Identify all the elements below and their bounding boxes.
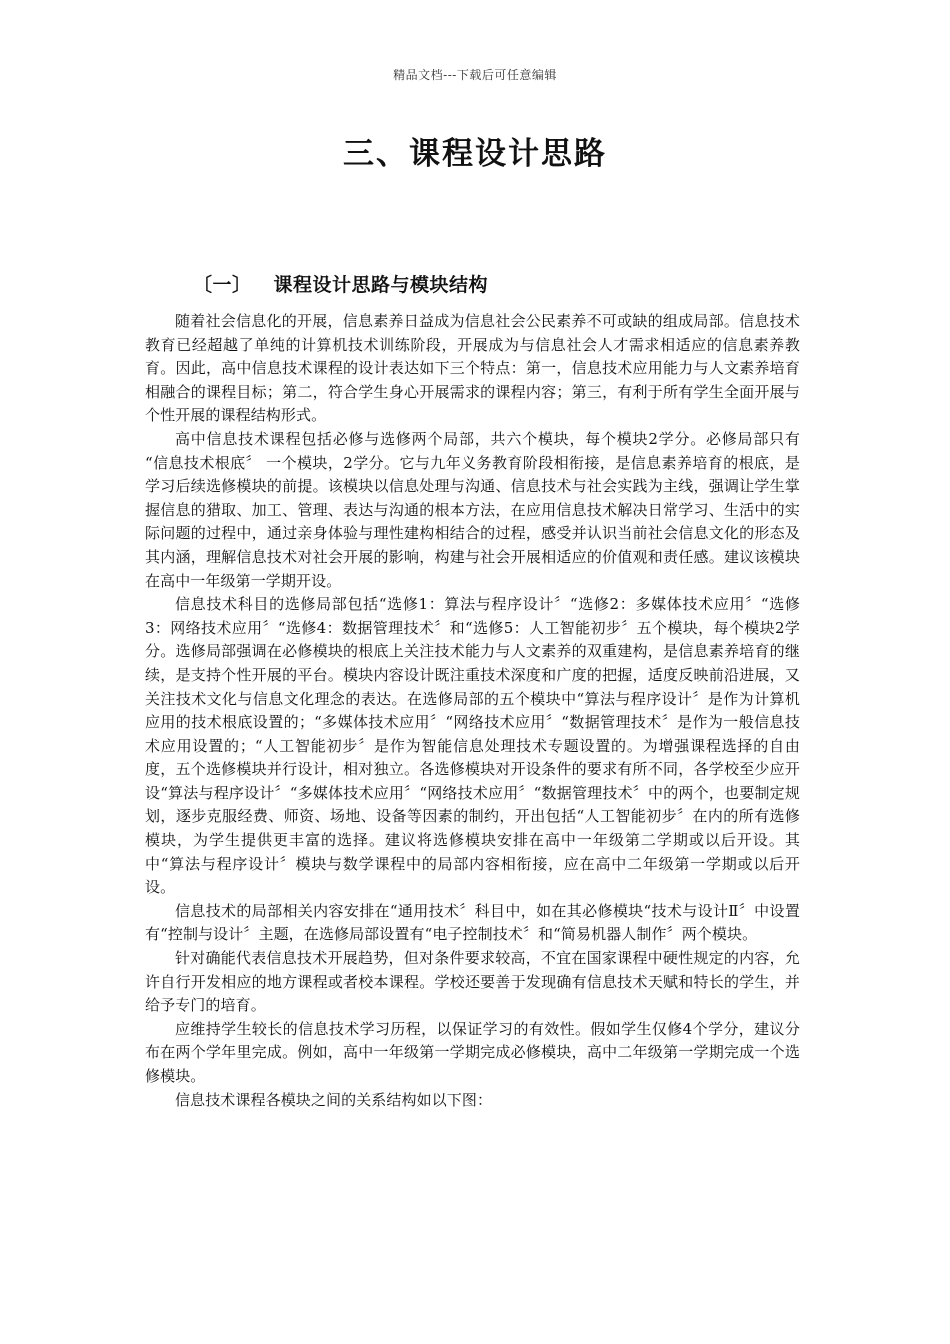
header-note: 精品文档---下载后可任意编辑 — [393, 68, 557, 82]
paragraph: 针对确能代表信息技术开展趋势，但对条件要求较高，不宜在国家课程中硬性规定的内容，允许自行开发相应的地方课程或者校本课程。学校还要善于发现确有信息技术天赋和特长的学生，并给予专门的培育。 — [145, 949, 800, 1015]
body-text — [145, 310, 800, 1112]
page-title: 三、课程设计思路 — [343, 136, 607, 172]
paragraph: 信息技术课程各模块之间的关系结构如以下图： — [175, 1090, 493, 1109]
section-heading — [193, 270, 488, 297]
paragraph: 随着社会信息化的开展，信息素养日益成为信息社会公民素养不可或缺的组成局部。信息技术教育已经超越了单纯的计算机技术训练阶段，开展成为与信息社会人才需求相适应的信息素养教育。因此，高中信息技术课程的设计表达如下三个特点：第一，信息技术应用能力与人文素养培育相融合的课程目标；第二，符合学生身心开展需求的课程内容；第三，有利于所有学生全面开展与个性开展的课程结构形式。 — [145, 312, 800, 425]
paragraph: 应维持学生较长的信息技术学习历程，以保证学习的有效性。假如学生仅修4个学分，建议分布在两个学年里完成。例如，高中一年级第一学期完成必修模块，高中二年级第一学期完成一个选修模块。 — [145, 1019, 800, 1085]
paragraph: 信息技术科目的选修局部包括“选修1：算法与程序设计〞“选修2：多媒体技术应用〞“选修3：网络技术应用〞“选修4：数据管理技术〞和“选修5：人工智能初步〞五个模块，每个模块2学分。选修局部强调在必修模块的根底上关注技术能力与人文素养的双重建构，是信息素养培育的继续，是支持个性开展的平台。模块内容设计既注重技术深度和广度的把握，适度反映前沿进展，又关注技术文化与信息文化理念的表达。在选修局部的五个模块中“算法与程序设计〞是作为计算机应用的技术根底设置的；“多媒体技术应用〞“网络技术应用〞“数据管理技术〞是作为一般信息技术应用设置的；“人工智能初步〞是作为智能信息处理技术专题设置的。为增强课程选择的自由度，五个选修模块并行设计，相对独立。各选修模块对开设条件的要求有所不同，各学校至少应开设“算法与程序设计〞“多媒体技术应用〞“网络技术应用〞“数据管理技术〞中的两个，也要制定规划，逐步克服经费、师资、场地、设备等因素的制约，开出包括“人工智能初步〞在内的所有选修模块，为学生提供更丰富的选择。建议将选修模块安排在高中一年级第二学期或以后开设。其中“算法与程序设计〞模块与数学课程中的局部内容相衔接，应在高中二年级第一学期或以后开设。 — [145, 595, 800, 897]
paragraph: 信息技术的局部相关内容安排在“通用技术〞科目中，如在其必修模块“技术与设计Ⅱ〞中设置有“控制与设计〞主题，在选修局部设置有“电子控制技术〞和“简易机器人制作〞两个模块。 — [145, 901, 800, 944]
paragraph: 高中信息技术课程包括必修与选修两个局部，共六个模块，每个模块2学分。必修局部只有 “信息技术根底〞 一个模块，2学分。它与九年义务教育阶段相衔接，是信息素养培育的根底，是学习后续选修模块的前提。该模块以信息处理与沟通、信息技术与社会实践为主线，强调让学生掌握信息的猎取、加工、管理、表达与沟通的根本方法，在应用信息技术解决日常学习、生活中的实际问题的过程中，通过亲身体验与理性建构相结合的过程，感受并认识当前社会信息文化的形态及其内涵，理解信息技术对社会开展的影响，构建与社会开展相适应的价值观和责任感。建议该模块在高中一年级第一学期开设。 — [145, 429, 800, 590]
section-title: 课程设计思路与模块结构 — [273, 274, 489, 296]
section-number: 〔一〕 — [193, 274, 252, 296]
